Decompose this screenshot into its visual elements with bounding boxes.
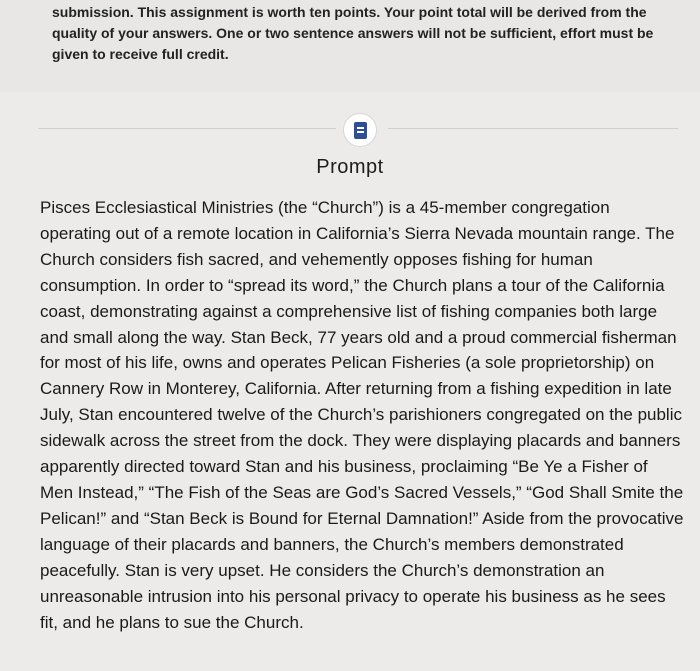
prompt-heading: Prompt <box>316 156 384 178</box>
instructions-text: submission. This assignment is worth ten points. Your point total will be derived from the quality of your answers. One or two sentence answers will not be sufficient, effort must be given to receive full credit. <box>52 4 654 62</box>
document-icon <box>343 113 377 147</box>
instructions-box <box>0 0 700 92</box>
prompt-body: Pisces Ecclesiastical Ministries (the “Church”) is a 45-member congregation operating out of a remote location in California’s Sierra Nevada mountain range. The Church considers fish sacred, and vehemently opposes fishing for human consumption. In order to “spread its word,” the Church plans a tour of the California coast, demonstrating against a comprehensive list of fishing companies both large and small along the way. Stan Beck, 77 years old and a proud commercial fisherman for most of his life, owns and operates Pelican Fisheries (a sole proprietorship) on Cannery Row in Monterey, California. After returning from a fishing expedition in late July, Stan encountered twelve of the Church’s parishioners congregated on the public sidewalk across the street from the dock. They were displaying placards and banners apparently directed toward Stan and his business, proclaiming “Be Ye a Fisher of Men Instead,” “The Fish of the Seas are God’s Sacred Vessels,” “God Shall Smite the Pelican!” and “Stan Beck is Bound for Eternal Damnation!” Aside from the provocative language of their placards and banners, the Church’s members demonstrated peacefully. Stan is very upset. He considers the Church’s demonstration an unreasonable intrusion into his personal privacy to operate his business as he sees fit, and he plans to sue the Church. <box>40 198 684 632</box>
section-divider-left <box>38 128 336 129</box>
document-page-shape <box>354 122 367 139</box>
section-divider-right <box>388 128 678 129</box>
